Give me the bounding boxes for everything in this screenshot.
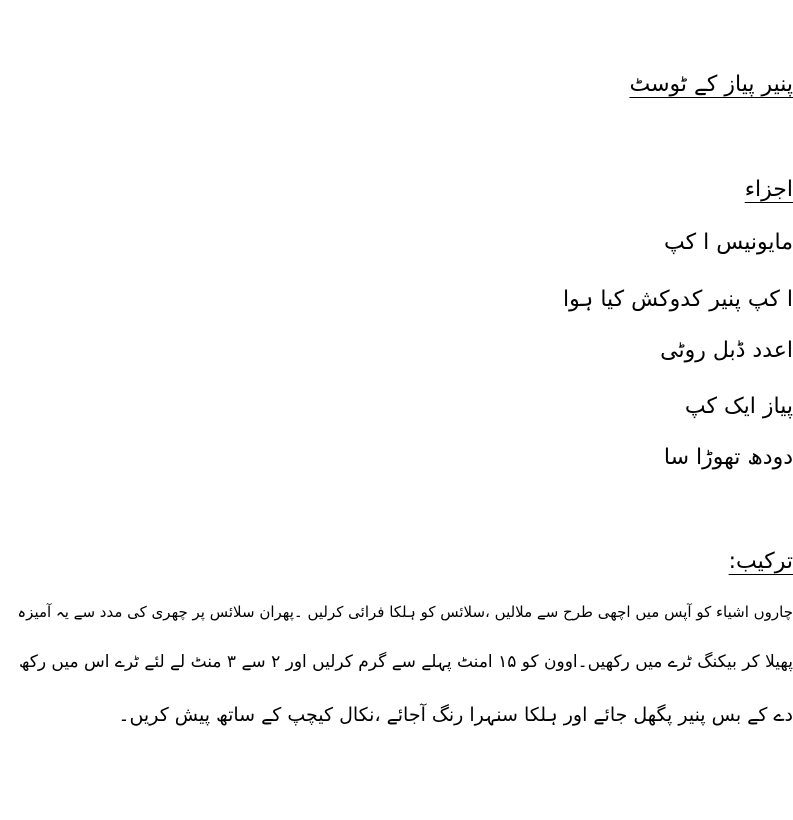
ingredient-item: مایونیس ا کپ bbox=[664, 230, 793, 255]
page-title: پنیر پیاز کے ٹوسٹ bbox=[629, 72, 793, 97]
ingredient-item: پیاز ایک کپ bbox=[684, 394, 793, 419]
method-paragraph-line: چاروں اشیاء کو آپس میں اچھی طرح سے ملالیں ،سلائس کو ہلکا فرائی کرلیں ۔پھران سلائس پر چھری کی مدد سے یہ آمیزہ bbox=[17, 603, 793, 621]
ingredient-item: دودھ تھوڑا سا bbox=[663, 445, 793, 470]
method-paragraph-line: دے کے بس پنیر پگھل جائے اور ہلکا سنہرا رنگ آجائے ،نکال کیچپ کے ساتھ پیش کریں۔ bbox=[118, 704, 793, 726]
method-paragraph-line: پھیلا کر بیکنگ ٹرے میں رکھیں۔اوون کو ۱۵ امنٹ پہلے سے گرم کرلیں اور ۲ سے ۳ منٹ لے لئے ٹرے اس میں رکھ bbox=[18, 652, 793, 672]
ingredients-heading: اجزاء bbox=[744, 177, 793, 202]
ingredient-item: ا کپ پنیر کدوکش کیا ہوا bbox=[562, 287, 793, 312]
method-heading: ترکیب: bbox=[728, 549, 793, 574]
ingredient-item: اعدد ڈبل روٹی bbox=[660, 338, 793, 363]
